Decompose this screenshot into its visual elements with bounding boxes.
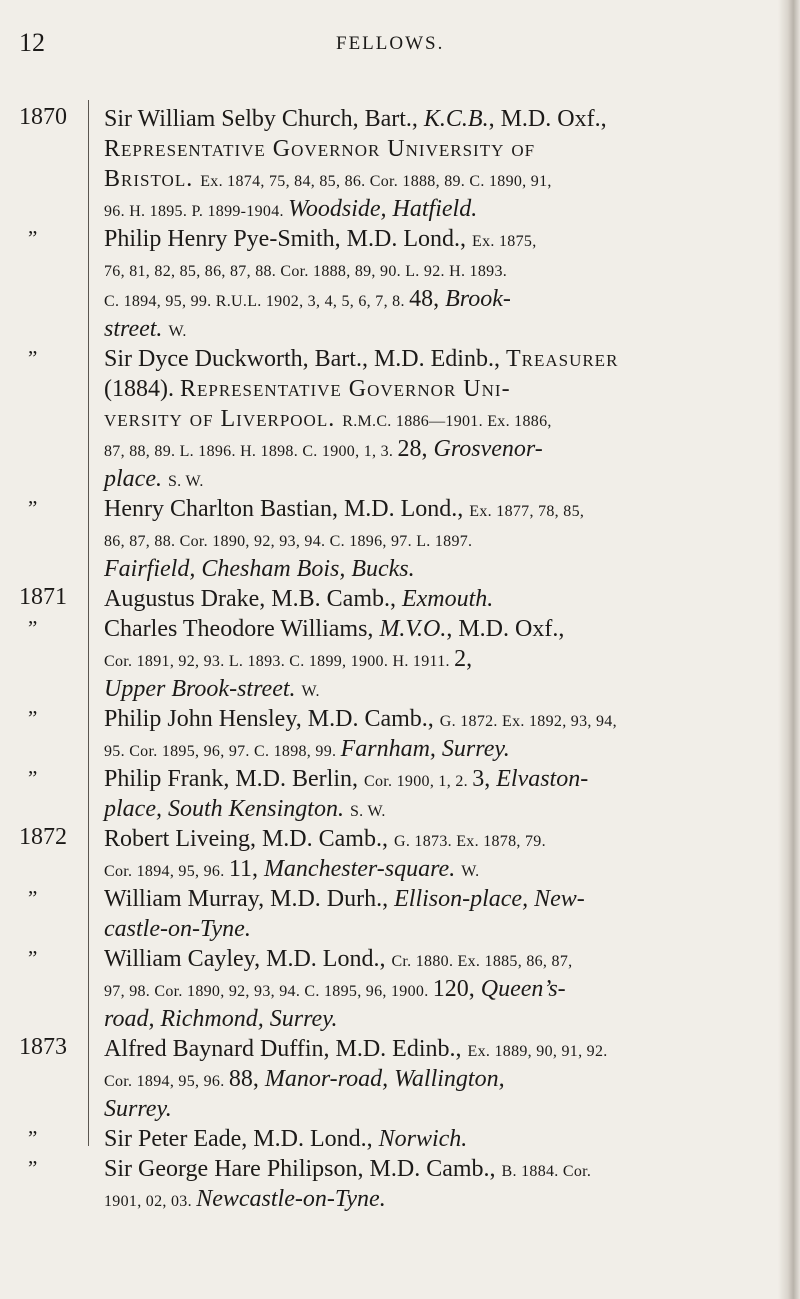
entry-record-text: W. — [301, 683, 320, 700]
entry-line — [104, 134, 790, 164]
entry-line — [104, 1064, 790, 1094]
entry-address-text: Queen’s- — [480, 976, 566, 1002]
entry-address-text: Brook- — [445, 286, 511, 312]
ditto-mark: ” — [28, 946, 38, 970]
entry-address-text: K.C.B. — [423, 106, 489, 132]
entry-line — [104, 914, 790, 944]
entry-address-text: castle-on-Tyne. — [104, 916, 251, 942]
entry-record-text: Cor. 1894, 95, 96. — [104, 863, 229, 880]
entry-line — [104, 434, 790, 464]
ditto-mark: ” — [28, 616, 38, 640]
entry-text: Alfred Baynard Duffin, M.D. Edinb., — [104, 1036, 468, 1062]
fellow-entry — [0, 704, 790, 764]
entry-address-text: street. — [104, 316, 169, 342]
entry-line — [104, 494, 790, 524]
entry-text: Bristol. — [104, 166, 201, 192]
entry-address-text: Manor-road, Wallington, — [264, 1066, 505, 1092]
entry-address-text: Fairfield, Chesham Bois, Bucks. — [104, 556, 415, 582]
ditto-mark: ” — [28, 1156, 38, 1180]
entry-text: 88, — [228, 1066, 265, 1092]
entry-text: William Cayley, M.D. Lond., — [104, 946, 392, 972]
entry-address-text: place, South Kensington. — [104, 796, 350, 822]
entry-record-text: W. — [461, 863, 480, 880]
entry-line — [104, 674, 790, 704]
entry-line — [104, 104, 790, 134]
entry-record-text: 96. H. 1895. P. 1899-1904. — [104, 203, 289, 220]
entry-address-text: Manchester-square. — [263, 856, 462, 882]
entry-line — [104, 224, 790, 254]
entry-record-text: G. 1873. Ex. 1878, 79. — [393, 833, 546, 850]
entry-line — [104, 734, 790, 764]
entry-line — [104, 1004, 790, 1034]
entry-text: Sir Peter Eade, M.D. Lond., — [104, 1126, 379, 1152]
entry-line — [104, 164, 790, 194]
page-number: 12 — [19, 28, 45, 57]
ditto-mark: ” — [28, 766, 38, 790]
entry-line — [104, 374, 790, 404]
entry-address-text: Norwich. — [378, 1126, 468, 1152]
entry-address-text: Grosvenor- — [433, 436, 543, 462]
entry-record-text: S. W. — [167, 473, 204, 490]
entry-line — [104, 194, 790, 224]
entry-line — [104, 1154, 790, 1184]
fellow-entry — [0, 344, 790, 494]
entry-line — [104, 524, 790, 554]
election-year: 1873 — [19, 1034, 67, 1060]
fellow-entry — [0, 104, 790, 224]
ditto-mark: ” — [28, 346, 38, 370]
election-year: 1872 — [19, 824, 67, 850]
entry-text: Sir George Hare Philipson, M.D. Camb., — [104, 1156, 502, 1182]
entry-text: (1884). — [104, 376, 180, 402]
entry-address-text: Surrey. — [104, 1096, 172, 1122]
fellow-entry — [0, 224, 790, 344]
entry-record-text: 97, 98. Cor. 1890, 92, 93, 94. C. 1895, 96, 1900. — [104, 983, 433, 1000]
fellow-entry — [0, 1034, 790, 1124]
entry-text: Representative Governor University of — [104, 136, 536, 162]
entry-record-text: Cor. 1900, 1, 2. — [364, 773, 473, 790]
entry-text: Robert Liveing, M.D. Camb., — [104, 826, 394, 852]
fellow-entry — [0, 1154, 790, 1214]
entry-line — [104, 704, 790, 734]
entry-line — [104, 824, 790, 854]
entry-line — [104, 794, 790, 824]
entry-record-text: 1901, 02, 03. — [104, 1193, 197, 1210]
entry-record-text: 86, 87, 88. Cor. 1890, 92, 93, 94. C. 1896, 97. L. 1897. — [104, 533, 473, 550]
entry-address-text: Farnham, Surrey. — [340, 736, 510, 762]
entry-address-text: road, Richmond, Surrey. — [104, 1006, 338, 1032]
entry-text: Henry Charlton Bastian, M.D. Lond., — [104, 496, 470, 522]
entry-address-text: Exmouth. — [401, 586, 494, 612]
entry-text: Philip John Hensley, M.D. Camb., — [104, 706, 440, 732]
entry-line — [104, 344, 790, 374]
entry-line — [104, 314, 790, 344]
fellow-entry — [0, 884, 790, 944]
entry-line — [104, 554, 790, 584]
entry-line — [104, 854, 790, 884]
entry-line — [104, 764, 790, 794]
entry-address-text: Upper Brook-street. — [104, 676, 302, 702]
fellow-entry — [0, 824, 790, 884]
entry-line — [104, 404, 790, 434]
entry-record-text: R.M.C. 1886—1901. Ex. 1886, — [342, 413, 552, 430]
entry-line — [104, 584, 790, 614]
entry-record-text: 76, 81, 82, 85, 86, 87, 88. Cor. 1888, 89, 90. L. 92. H. 1893. — [104, 263, 508, 280]
entry-text: , M.D. Oxf., — [488, 106, 607, 132]
entry-record-text: S. W. — [349, 803, 386, 820]
entry-record-text: Cor. 1891, 92, 93. L. 1893. C. 1899, 1900. H. 1911. — [104, 653, 455, 670]
entry-record-text: Ex. 1877, 78, 85, — [469, 503, 585, 520]
entry-text: 3, — [472, 766, 497, 792]
entry-text: Treasurer — [505, 346, 619, 372]
entry-line — [104, 1184, 790, 1214]
entry-record-text: Ex. 1889, 90, 91, 92. — [467, 1043, 608, 1060]
ditto-mark: ” — [28, 226, 38, 250]
entry-record-text: G. 1872. Ex. 1892, 93, 94, — [439, 713, 617, 730]
fellow-entry — [0, 944, 790, 1034]
fellow-entry — [0, 614, 790, 704]
fellow-entry — [0, 584, 790, 614]
entry-record-text: Cor. 1894, 95, 96. — [104, 1073, 229, 1090]
entry-text: 48, — [409, 286, 446, 312]
entry-text: 120, — [432, 976, 481, 1002]
entry-address-text: Ellison-place, New- — [394, 886, 585, 912]
entry-address-text: Elvaston- — [496, 766, 589, 792]
entry-line — [104, 614, 790, 644]
entry-text: Charles Theodore Williams, — [104, 616, 380, 642]
entry-line — [104, 974, 790, 1004]
entry-text: Philip Frank, M.D. Berlin, — [104, 766, 365, 792]
entry-text: Representative Governor Uni- — [179, 376, 511, 402]
fellow-entry — [0, 764, 790, 824]
entry-line — [104, 944, 790, 974]
entry-line — [104, 254, 790, 284]
entry-line — [104, 644, 790, 674]
ditto-mark: ” — [28, 886, 38, 910]
entry-record-text: B. 1884. Cor. — [501, 1163, 592, 1180]
entry-line — [104, 1094, 790, 1124]
entry-record-text: 87, 88, 89. L. 1896. H. 1898. C. 1900, 1, 3. — [104, 443, 398, 460]
entry-record-text: W. — [168, 323, 187, 340]
entry-text: 2, — [454, 646, 473, 672]
entry-line — [104, 464, 790, 494]
election-year: 1870 — [19, 104, 67, 130]
entry-line — [104, 1124, 790, 1154]
entry-text: Sir William Selby Church, Bart., — [104, 106, 424, 132]
entry-address-text: M.V.O. — [379, 616, 447, 642]
fellow-entry — [0, 1124, 790, 1154]
entry-line — [104, 284, 790, 314]
entry-address-text: Newcastle-on-Tyne. — [196, 1186, 386, 1212]
entry-text: Sir Dyce Duckworth, Bart., M.D. Edinb., — [104, 346, 506, 372]
entry-record-text: 95. Cor. 1895, 96, 97. C. 1898, 99. — [104, 743, 341, 760]
entry-line — [104, 1034, 790, 1064]
entry-text: , M.D. Oxf., — [446, 616, 565, 642]
entry-text: 11, — [228, 856, 264, 882]
ditto-mark: ” — [28, 496, 38, 520]
entry-address-text: Woodside, Hatfield. — [288, 196, 478, 222]
entry-record-text: Ex. 1874, 75, 84, 85, 86. Cor. 1888, 89. C. 1890, 91, — [200, 173, 552, 190]
entry-line — [104, 884, 790, 914]
entry-text: 28, — [397, 436, 434, 462]
entry-record-text: Ex. 1875, — [472, 233, 537, 250]
fellow-entry — [0, 494, 790, 584]
fellows-list — [0, 104, 790, 1214]
entry-text: Augustus Drake, M.B. Camb., — [104, 586, 402, 612]
entry-record-text: C. 1894, 95, 99. R.U.L. 1902, 3, 4, 5, 6, 7, 8. — [104, 293, 410, 310]
entry-record-text: Cr. 1880. Ex. 1885, 86, 87, — [391, 953, 573, 970]
ditto-mark: ” — [28, 706, 38, 730]
entry-text: versity of Liverpool. — [104, 406, 343, 432]
election-year: 1871 — [19, 584, 67, 610]
entry-text: Philip Henry Pye-Smith, M.D. Lond., — [104, 226, 473, 252]
ditto-mark: ” — [28, 1126, 38, 1150]
entry-address-text: place. — [104, 466, 168, 492]
entry-text: William Murray, M.D. Durh., — [104, 886, 395, 912]
running-head: FELLOWS. — [336, 33, 445, 54]
